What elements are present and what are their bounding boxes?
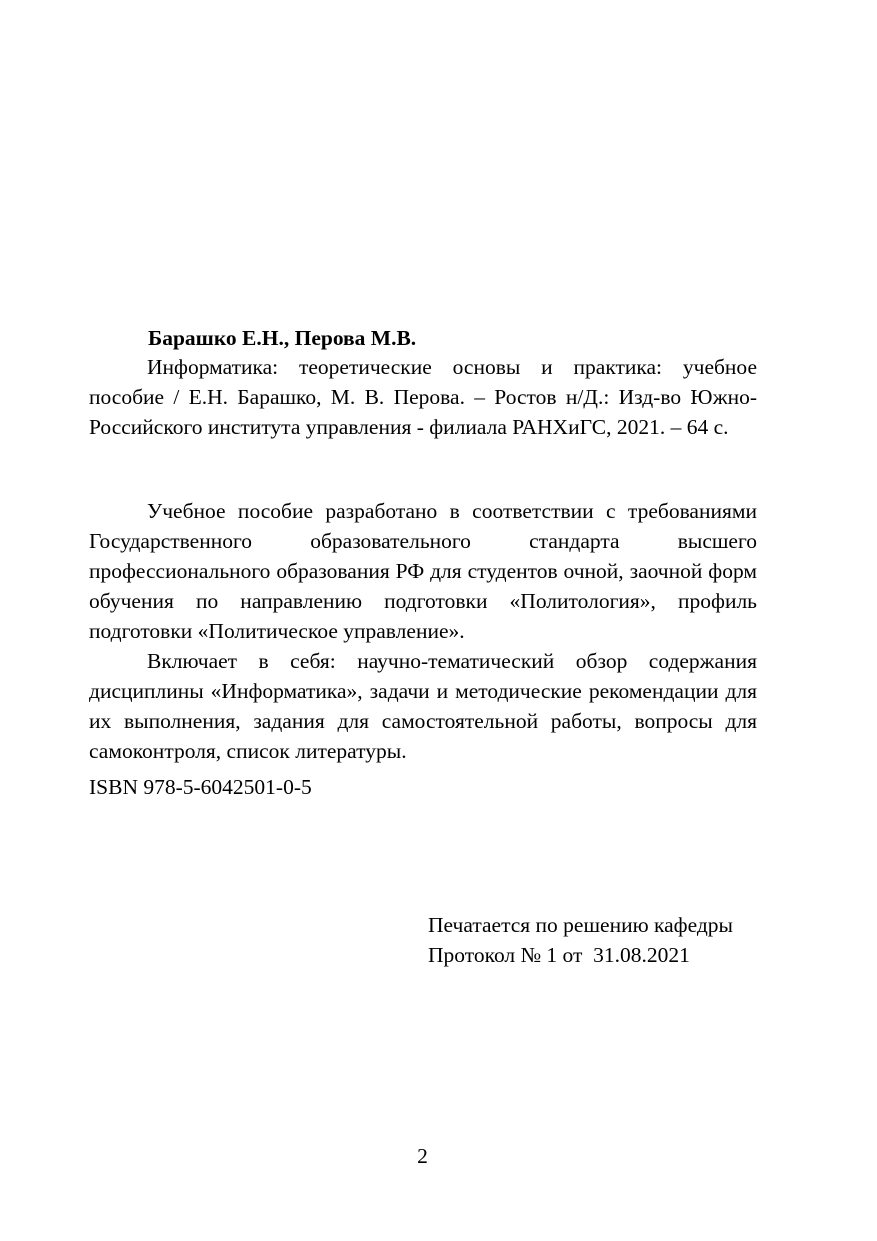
book-abstract xyxy=(89,496,757,766)
imprint-department-decision: Печатается по решению кафедры xyxy=(428,913,733,937)
abstract-paragraph-contents: Включает в себя: научно-тематический обзор содержания дисциплины «Информатика», задачи и методические рекомендации для их выполнения, задания для самостоятельной работы, вопросы для самоконтроля, список литературы. xyxy=(89,649,757,763)
imprint-protocol: Протокол № 1 от 31.08.2021 xyxy=(428,943,690,967)
bibliographic-citation: Информатика: теоретические основы и практика: учебное пособие / Е.Н. Барашко, М. В. Перова. – Ростов н/Д.: Изд-во Южно-Российского института управления - филиала РАНХиГС, 2021. – 64 с. xyxy=(89,355,757,439)
page-number: 2 xyxy=(417,1144,428,1168)
abstract-paragraph-standard: Учебное пособие разработано в соответствии с требованиями Государственного образовательного стандарта высшего профессионального образования РФ для студентов очной, заочной форм обучения по направлению подготовки «Политология», профиль подготовки «Политическое управление». xyxy=(89,499,757,643)
book-authors: Барашко Е.Н., Перова М.В. xyxy=(148,326,417,350)
isbn-number: ISBN 978-5-6042501-0-5 xyxy=(89,775,312,799)
imprint-note xyxy=(428,910,733,970)
